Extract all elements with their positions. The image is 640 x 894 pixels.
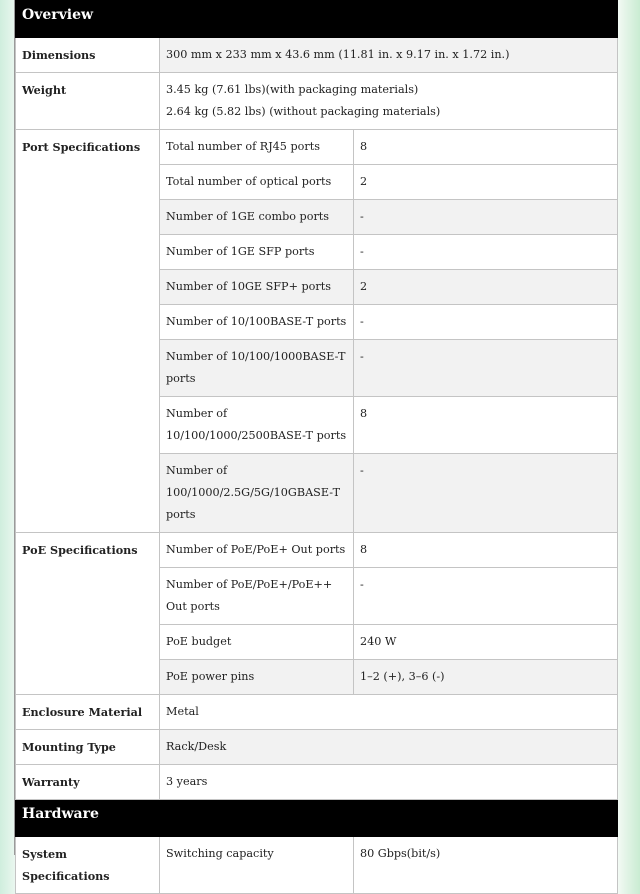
row-weight [16, 73, 618, 130]
weight-value-without-packaging: 2.64 kg (5.82 lbs) (without packaging materials) [166, 105, 441, 118]
poe-spec-name: PoE budget [160, 625, 354, 660]
port-spec-name: Number of 10/100BASE-T ports [160, 305, 354, 340]
port-spec-name: Number of 100/1000/2.5G/5G/10GBASE-T ports [160, 454, 354, 533]
port-spec-value: 2 [354, 165, 618, 200]
weight-value-with-packaging: 3.45 kg (7.61 lbs)(with packaging materials) [166, 83, 419, 96]
port-spec-name: Number of 1GE SFP ports [160, 235, 354, 270]
poe-spec-value: 1–2 (+), 3–6 (-) [354, 660, 618, 695]
port-spec-value: - [354, 235, 618, 270]
warranty-value: 3 years [160, 765, 618, 800]
poe-spec-value: 240 W [354, 625, 618, 660]
poe-spec-name: PoE power pins [160, 660, 354, 695]
poe-specifications-label: PoE Specifications [16, 533, 160, 695]
poe-spec-name: Number of PoE/PoE+/PoE++ Out ports [160, 568, 354, 625]
weight-label: Weight [16, 73, 160, 130]
system-specifications-label: System Specifications [16, 837, 160, 894]
spec-sheet [14, 0, 618, 883]
port-spec-name: Number of 10/100/1000BASE-T ports [160, 340, 354, 397]
warranty-label: Warranty [16, 765, 160, 800]
poe-spec-name: Number of PoE/PoE+ Out ports [160, 533, 354, 568]
port-spec-value: - [354, 305, 618, 340]
mounting-type-label: Mounting Type [16, 730, 160, 765]
enclosure-material-value: Metal [160, 695, 618, 730]
enclosure-material-label: Enclosure Material [16, 695, 160, 730]
dimensions-label: Dimensions [16, 38, 160, 73]
weight-value [160, 73, 618, 130]
row-warranty [16, 765, 618, 800]
poe-spec-row [16, 533, 618, 568]
port-spec-value: 2 [354, 270, 618, 305]
port-spec-name: Number of 1GE combo ports [160, 200, 354, 235]
system-spec-row [16, 837, 618, 894]
row-mounting-type [16, 730, 618, 765]
poe-spec-value: - [354, 568, 618, 625]
port-spec-name: Number of 10/100/1000/2500BASE-T ports [160, 397, 354, 454]
port-spec-value: 8 [354, 397, 618, 454]
row-dimensions [16, 38, 618, 73]
system-spec-value: 80 Gbps(bit/s) [354, 837, 618, 894]
dimensions-value: 300 mm x 233 mm x 43.6 mm (11.81 in. x 9.17 in. x 1.72 in.) [160, 38, 618, 73]
section-title-overview: Overview [16, 1, 618, 38]
section-title-hardware: Hardware [16, 800, 618, 837]
section-hardware [16, 800, 618, 837]
port-spec-name: Total number of RJ45 ports [160, 130, 354, 165]
mounting-type-value: Rack/Desk [160, 730, 618, 765]
port-spec-name: Number of 10GE SFP+ ports [160, 270, 354, 305]
port-spec-name: Total number of optical ports [160, 165, 354, 200]
port-specifications-label: Port Specifications [16, 130, 160, 533]
system-spec-name: Switching capacity [160, 837, 354, 894]
row-enclosure-material [16, 695, 618, 730]
port-spec-value: - [354, 200, 618, 235]
port-spec-row [16, 130, 618, 165]
poe-spec-value: 8 [354, 533, 618, 568]
section-overview [16, 1, 618, 38]
port-spec-value: - [354, 340, 618, 397]
port-spec-value: 8 [354, 130, 618, 165]
spec-table [15, 0, 618, 894]
port-spec-value: - [354, 454, 618, 533]
